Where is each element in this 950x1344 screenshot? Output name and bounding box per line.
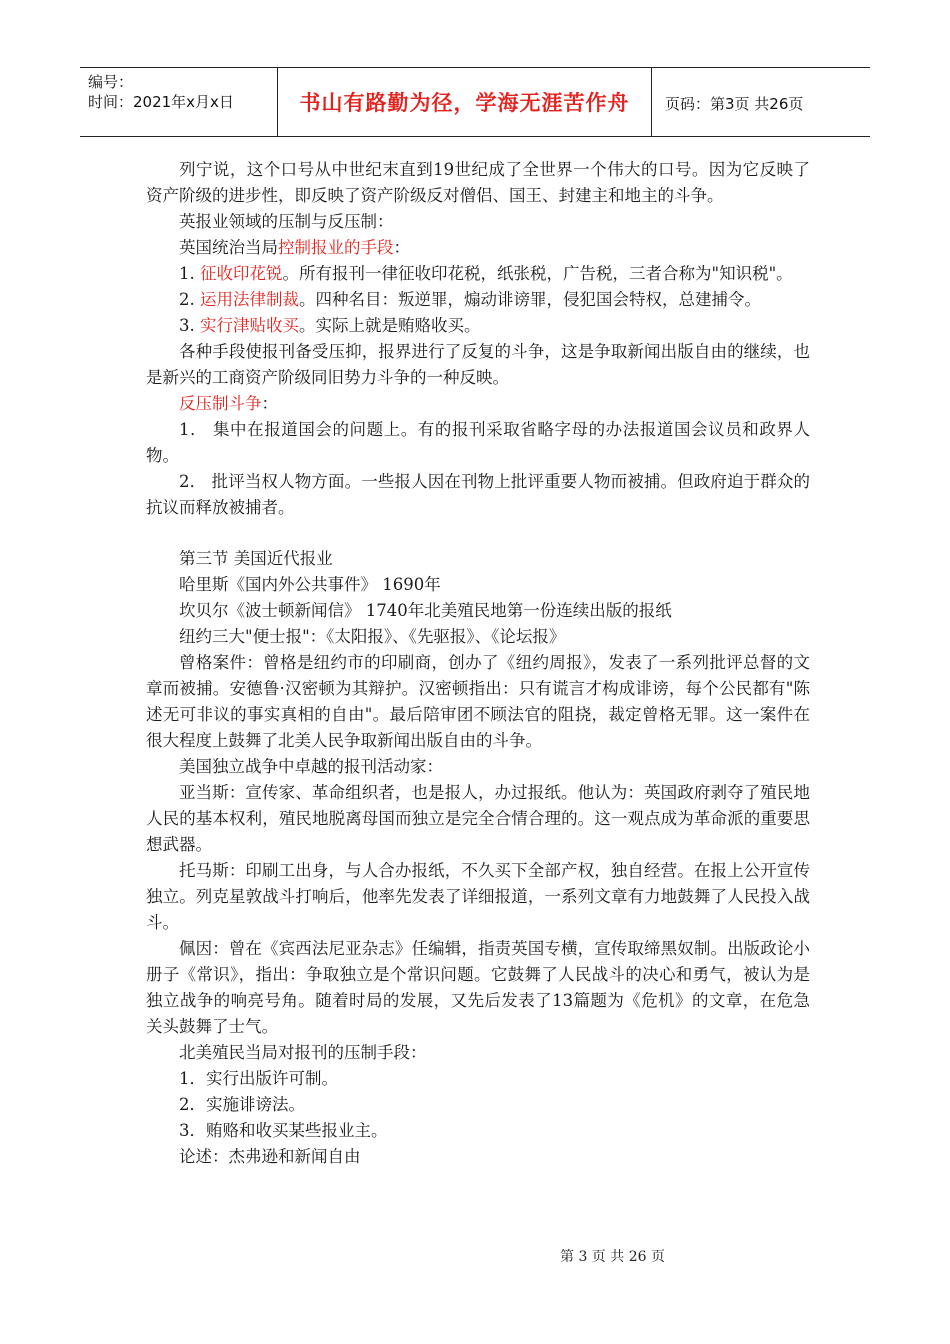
list-number: 3. <box>179 316 200 335</box>
paragraph: 哈里斯《国内外公共事件》 1690年 <box>179 575 441 594</box>
list-item: 1．实行出版许可制。 <box>179 1069 338 1088</box>
document-number-label: 编号： <box>88 73 134 91</box>
highlighted-term: 反压制斗争 <box>179 394 262 413</box>
header-page-label: 页码：第3页 共26页 <box>665 95 804 113</box>
highlighted-term: 实行津贴收买 <box>200 316 299 335</box>
list-item: 2．实施诽谤法。 <box>179 1095 305 1114</box>
text-span: ： <box>261 394 278 413</box>
paragraph: 北美殖民当局对报刊的压制手段： <box>179 1043 427 1062</box>
list-item: 1． 集中在报道国会的问题上。有的报刊采取省略字母的办法报道国会议员和政界人物。 <box>146 420 810 465</box>
list-item: 2． 批评当权人物方面。一些报人因在刊物上批评重要人物而被捕。但政府迫于群众的抗议而释放被捕者。 <box>146 472 810 517</box>
list-number: 2. <box>179 290 200 309</box>
text-span: 英国统治当局 <box>179 238 278 257</box>
page-footer: 第 3 页 共 26 页 <box>560 1249 665 1265</box>
paragraph <box>146 235 810 261</box>
highlighted-term: 控制报业的手段 <box>278 238 394 257</box>
paragraph: 坎贝尔《波士顿新闻信》 1740年北美殖民地第一份连续出版的报纸 <box>179 601 672 620</box>
list-item <box>146 287 810 313</box>
document-time-label: 时间：2021年x月x日 <box>88 93 234 111</box>
text-span: 。四种名目：叛逆罪，煽动诽谤罪，侵犯国会特权，总建捕令。 <box>299 290 761 309</box>
paragraph: 托马斯：印刷工出身，与人合办报纸，不久买下全部产权，独自经营。在报上公开宣传独立。列克星敦战斗打响后，他率先发表了详细报道，一系列文章有力地鼓舞了人民投入战斗。 <box>146 861 810 932</box>
list-item <box>146 261 810 287</box>
paragraph: 论述：杰弗逊和新闻自由 <box>179 1147 361 1166</box>
header-meta <box>88 72 234 112</box>
document-body <box>146 157 810 1170</box>
paragraph: 亚当斯：宣传家、革命组织者，也是报人，办过报纸。他认为：英国政府剥夺了殖民地人民的基本权利，殖民地脱离母国而独立是完全合情合理的。这一观点成为革命派的重要思想武器。 <box>146 783 810 854</box>
paragraph: 各种手段使报刊备受压抑，报界进行了反复的斗争，这是争取新闻出版自由的继续，也是新兴的工商资产阶级同旧势力斗争的一种反映。 <box>146 342 810 387</box>
header-motto: 书山有路勤为径，学海无涯苦作舟 <box>277 68 652 136</box>
highlighted-term: 征收印花锐 <box>200 264 283 283</box>
paragraph: 纽约三大"便士报"：《太阳报》、《先驱报》、《论坛报》 <box>179 627 566 646</box>
paragraph: 列宁说，这个口号从中世纪末直到19世纪成了全世界一个伟大的口号。因为它反映了资产阶级的进步性，即反映了资产阶级反对僧侣、国王、封建主和地主的斗争。 <box>146 160 810 205</box>
list-number: 1. <box>179 264 200 283</box>
paragraph: 美国独立战争中卓越的报刊活动家： <box>179 757 443 776</box>
paragraph: 英报业领域的压制与反压制： <box>179 212 394 231</box>
section-gap <box>146 521 810 546</box>
paragraph: 佩因：曾在《宾西法尼亚杂志》任编辑，指责英国专横，宣传取缔黑奴制。出版政论小册子《常识》，指出：争取独立是个常识问题。它鼓舞了人民战斗的决心和勇气，被认为是独立战争的响亮号角。随着时局的发展，又先后发表了13篇题为《危机》的文章，在危急关头鼓舞了士气。 <box>146 939 810 1036</box>
highlighted-term: 运用法律制裁 <box>200 290 299 309</box>
text-span: 。所有报刊一律征收印花税，纸张税，广告税，三者合称为"知识税"。 <box>282 264 793 283</box>
section-heading: 第三节 美国近代报业 <box>179 549 333 568</box>
page-header <box>80 67 870 137</box>
list-item <box>146 313 810 339</box>
text-span: ： <box>393 238 410 257</box>
list-item: 3．贿赂和收买某些报业主。 <box>179 1121 388 1140</box>
text-span: 。实际上就是贿赂收买。 <box>299 316 481 335</box>
paragraph <box>146 391 810 417</box>
paragraph: 曾格案件：曾格是纽约市的印刷商，创办了《纽约周报》，发表了一系列批评总督的文章而被捕。安德鲁·汉密顿为其辩护。汉密顿指出：只有谎言才构成诽谤，每个公民都有"陈述无可非议的事实真相的自由"。最后陪审团不顾法官的阻挠，裁定曾格无罪。这一案件在很大程度上鼓舞了北美人民争取新闻出版自由的斗争。 <box>146 653 810 750</box>
